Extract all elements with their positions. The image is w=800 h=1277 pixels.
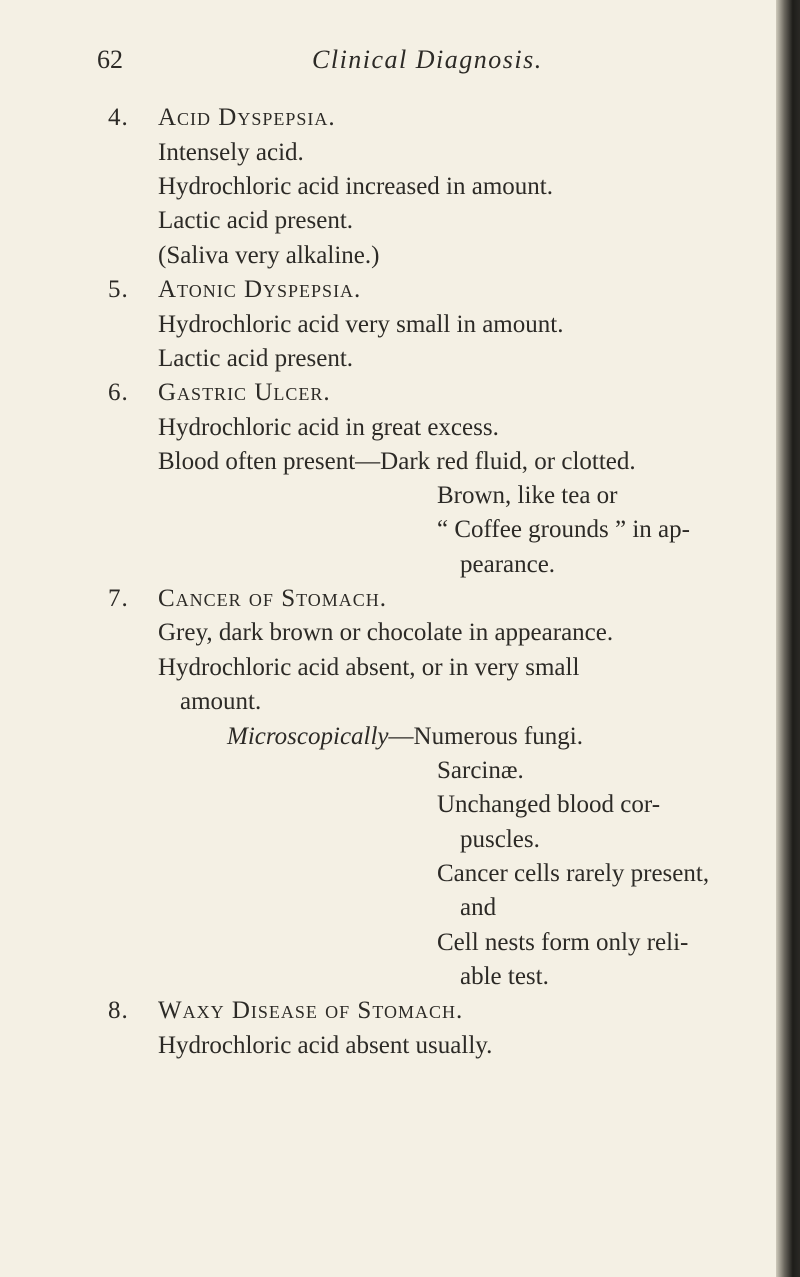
section-number: 4.	[108, 104, 129, 131]
section-title: Acid Dyspepsia.	[158, 104, 336, 131]
text-line: Hydrochloric acid in great excess.	[158, 414, 499, 441]
text-line: Hydrochloric acid absent usually.	[158, 1032, 493, 1059]
text-line: Lactic acid present.	[158, 345, 354, 372]
text-line: Grey, dark brown or chocolate in appearance.	[158, 619, 614, 646]
text-line: Cancer cells rarely present,	[437, 860, 710, 887]
text-line: Unchanged blood cor-	[437, 791, 661, 818]
section-title: Atonic Dyspepsia.	[158, 276, 362, 303]
section-title: Cancer of Stomach.	[158, 585, 388, 612]
section-number: 7.	[108, 585, 129, 612]
section-title: Gastric Ulcer.	[158, 379, 331, 406]
text-line: Intensely acid.	[158, 139, 304, 166]
section-title: Waxy Disease of Stomach.	[158, 997, 464, 1024]
text-line: Hydrochloric acid increased in amount.	[158, 173, 553, 200]
running-title: Clinical Diagnosis.	[312, 45, 543, 74]
book-binding-edge	[776, 0, 800, 1277]
section-number: 8.	[108, 997, 129, 1024]
text-line: able test.	[460, 963, 549, 990]
text-line: —Numerous fungi.	[388, 723, 583, 750]
text-line: pearance.	[460, 551, 556, 578]
text-line: Sarcinæ.	[437, 757, 524, 784]
text-line: “ Coffee grounds ” in ap-	[437, 516, 690, 543]
microscopic-findings-line	[227, 722, 583, 752]
section-number: 6.	[108, 379, 129, 406]
microscopically-label: Microscopically	[227, 723, 389, 750]
section-heading-acid-dyspepsia	[108, 103, 336, 133]
text-line: Blood often present—Dark red fluid, or clotted.	[158, 448, 636, 475]
section-heading-gastric-ulcer	[108, 378, 331, 408]
section-number: 5.	[108, 276, 129, 303]
text-line: puscles.	[460, 826, 540, 853]
text-line: amount.	[180, 688, 262, 715]
text-line: Hydrochloric acid absent, or in very small	[158, 654, 580, 681]
text-line: Brown, like tea or	[437, 482, 618, 509]
text-line: Lactic acid present.	[158, 207, 354, 234]
section-heading-cancer-of-stomach	[108, 584, 387, 614]
section-heading-atonic-dyspepsia	[108, 275, 361, 305]
text-line: and	[460, 894, 497, 921]
text-line: (Saliva very alkaline.)	[158, 242, 380, 269]
text-line: Hydrochloric acid very small in amount.	[158, 311, 564, 338]
section-heading-waxy-disease	[108, 996, 463, 1026]
page-number: 62	[97, 45, 123, 74]
text-line: Cell nests form only reli-	[437, 929, 689, 956]
